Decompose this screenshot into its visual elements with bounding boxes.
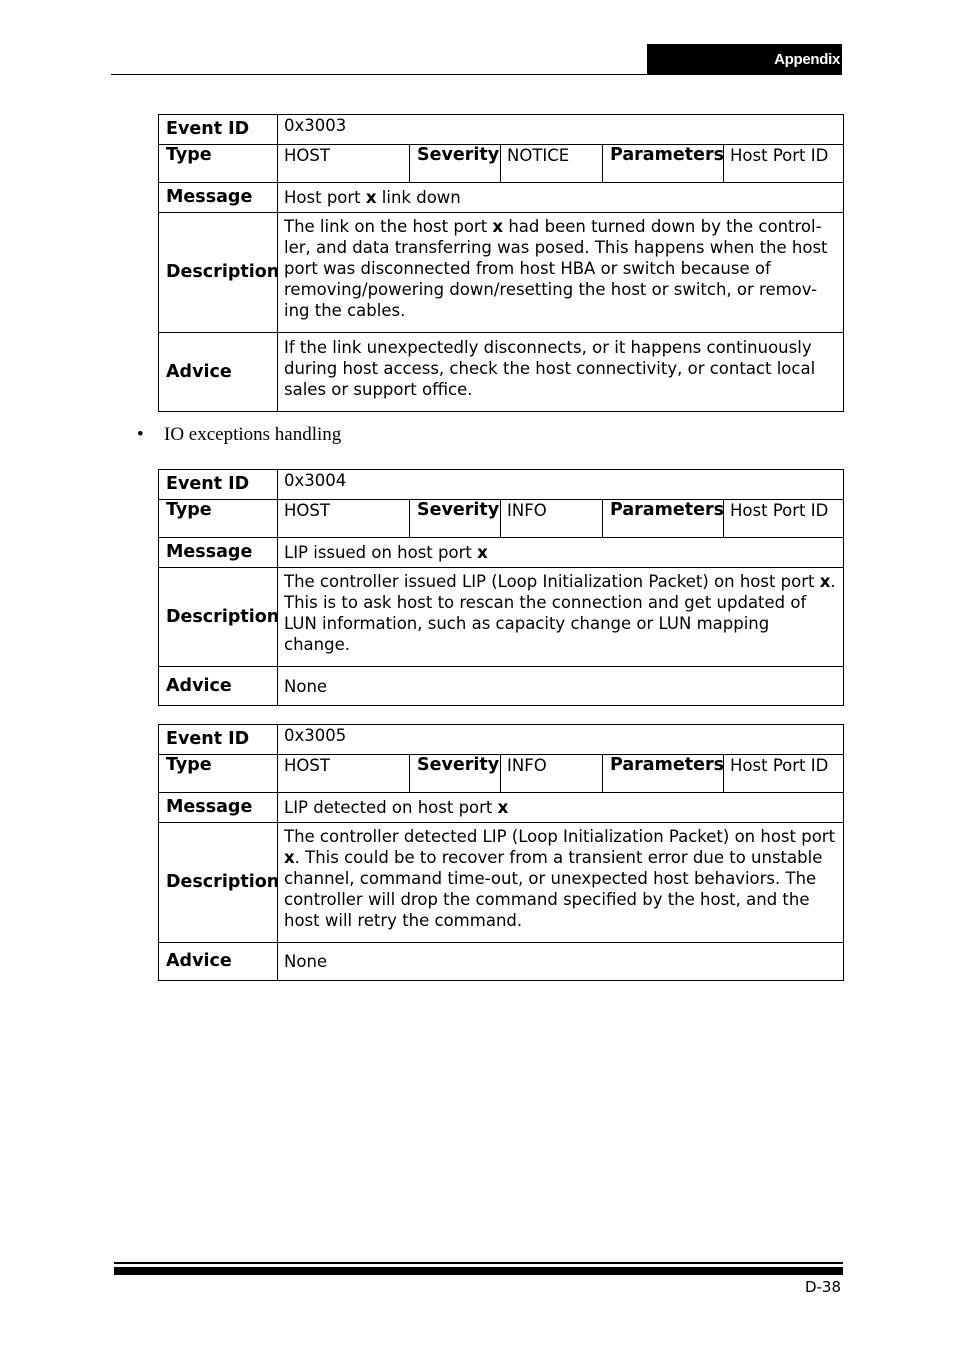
message-label: Message [159,538,278,568]
event-id-value: 0x3003 [278,115,844,145]
event-id-value: 0x3005 [278,725,844,755]
advice-label: Advice [159,943,278,981]
parameters-label: Parameters [603,500,724,538]
parameters-label: Parameters [603,755,724,793]
message-label: Message [159,183,278,213]
event-id-label: Event ID [159,115,278,145]
event-table-0x3004 [158,469,844,706]
severity-value: INFO [501,755,603,793]
advice-label: Advice [159,667,278,706]
event-id-label: Event ID [159,725,278,755]
type-label: Type [159,500,278,538]
type-value: HOST [278,145,410,183]
message-label: Message [159,793,278,823]
event-table-0x3005 [158,724,844,981]
severity-label: Severity [410,500,501,538]
event-id-label: Event ID [159,470,278,500]
description-label: Description [159,823,278,943]
parameters-label: Parameters [603,145,724,183]
bullet-icon: • [137,424,144,445]
advice-value: If the link unexpectedly disconnects, or it happens continuously during host access, check the host connectivity, or contact local sales or support office. [278,333,844,412]
description-value: The controller detected LIP (Loop Initialization Packet) on host port x. This could be to recover from a transient error due to unstable channel, command time-out, or unexpected host behaviors. The controller will drop the command specified by the host, and the host will retry the command. [278,823,844,943]
parameters-value: Host Port ID [724,500,844,538]
message-value: Host port x link down [278,183,844,213]
footer-rule-thin [114,1262,843,1264]
severity-value: INFO [501,500,603,538]
type-value: HOST [278,755,410,793]
severity-label: Severity [410,755,501,793]
type-label: Type [159,145,278,183]
severity-value: NOTICE [501,145,603,183]
message-value: LIP detected on host port x [278,793,844,823]
message-value: LIP issued on host port x [278,538,844,568]
type-label: Type [159,755,278,793]
description-label: Description [159,568,278,667]
section-header: Appendix [647,44,842,75]
page-number: D-38 [804,1278,841,1296]
advice-value: None [278,943,844,981]
description-label: Description [159,213,278,333]
bullet-text: IO exceptions handling [164,424,342,445]
event-id-value: 0x3004 [278,470,844,500]
parameters-value: Host Port ID [724,755,844,793]
description-value: The controller issued LIP (Loop Initialization Packet) on host port x. This is to ask host to rescan the connection and get updated of LUN information, such as capacity change or LUN mapping change. [278,568,844,667]
footer-rule-thick [114,1267,843,1275]
advice-label: Advice [159,333,278,412]
severity-label: Severity [410,145,501,183]
bullet-item [137,424,341,446]
advice-value: None [278,667,844,706]
description-value: The link on the host port x had been turned down by the control-ler, and data transferring was posed. This happens when the host port was disconnected from host HBA or switch because of removing/powering down/resetting the host or switch, or remov-ing the cables. [278,213,844,333]
event-table-0x3003 [158,114,844,412]
type-value: HOST [278,500,410,538]
parameters-value: Host Port ID [724,145,844,183]
